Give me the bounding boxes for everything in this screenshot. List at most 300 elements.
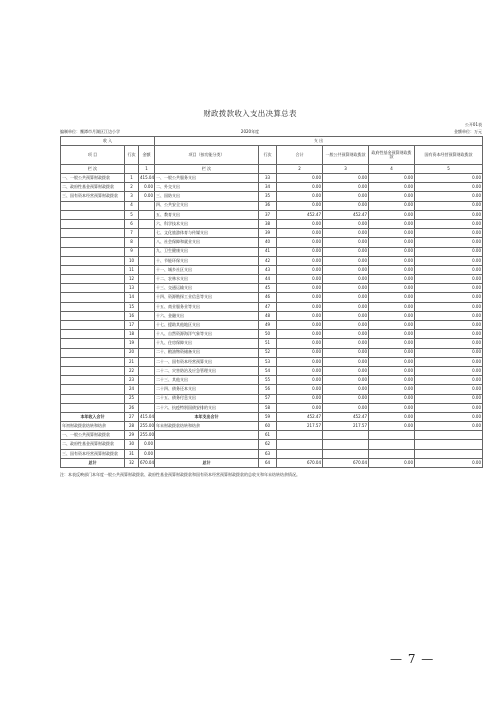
income-item-header: 项 目 (61, 146, 125, 165)
income-row-number: 12 (125, 275, 139, 284)
income-row-number: 8 (125, 238, 139, 247)
table-row (61, 311, 483, 320)
income-row-number: 26 (125, 403, 139, 412)
expense-general-budget: 0.00 (323, 311, 369, 320)
income-amount: 0.00 (139, 449, 155, 458)
income-amount: 255.00 (139, 422, 155, 431)
income-item (61, 247, 125, 256)
expense-capital-budget: 0.00 (415, 348, 483, 357)
expense-item: 十六、金融支出 (155, 311, 259, 320)
income-item (61, 321, 125, 330)
expense-item: 十五、商业服务业等支出 (155, 302, 259, 311)
expense-item: 本年支出合计 (155, 412, 259, 421)
expense-fund-budget (369, 440, 415, 449)
income-row-number: 9 (125, 247, 139, 256)
expense-capital-budget (415, 449, 483, 458)
expense-fund-budget: 0.00 (369, 366, 415, 375)
income-amount (139, 219, 155, 228)
income-row-number: 6 (125, 219, 139, 228)
expense-capital-budget: 0.00 (415, 247, 483, 256)
income-amount: 0.00 (139, 183, 155, 192)
income-row-number: 4 (125, 201, 139, 210)
expense-total: 0.00 (277, 229, 323, 238)
expense-fund-budget: 0.00 (369, 183, 415, 192)
expense-row-number: 43 (259, 265, 277, 274)
document-title: 财政拨款收入支出决算总表 (203, 109, 297, 118)
income-amount (139, 403, 155, 412)
expense-total: 0.00 (277, 311, 323, 320)
income-row-number: 21 (125, 357, 139, 366)
income-row-number: 31 (125, 449, 139, 458)
expense-row-number: 41 (259, 247, 277, 256)
page-number: — 7 — (390, 652, 435, 666)
expense-total: 0.00 (277, 302, 323, 311)
income-item (61, 394, 125, 403)
income-item: 本年收入合计 (61, 412, 125, 421)
expense-capital-budget: 0.00 (415, 265, 483, 274)
expense-general-budget: 0.00 (323, 183, 369, 192)
expense-row-number: 58 (259, 403, 277, 412)
column-number-3: 3 (323, 165, 369, 174)
expense-capital-budget: 0.00 (415, 238, 483, 247)
expense-fund-budget: 0.00 (369, 238, 415, 247)
expense-capital-budget: 0.00 (415, 229, 483, 238)
table-row (61, 440, 483, 449)
table-row (61, 238, 483, 247)
expense-fund-budget: 0.00 (369, 376, 415, 385)
expense-item: 二十三、其他支出 (155, 376, 259, 385)
table-row (61, 422, 483, 431)
expense-row-number: 53 (259, 357, 277, 366)
expense-item-header: 项目（按功能分类） (155, 146, 259, 165)
expense-capital-budget: 0.00 (415, 385, 483, 394)
expense-general-budget (323, 440, 369, 449)
expense-capital-budget: 0.00 (415, 302, 483, 311)
column-number-4: 4 (369, 165, 415, 174)
income-column-label: 栏 次 (61, 165, 125, 174)
expense-fund-budget: 0.00 (369, 275, 415, 284)
expense-item: 十八、自然资源海洋气象等支出 (155, 330, 259, 339)
expense-item: 六、科学技术支出 (155, 219, 259, 228)
expense-capital-budget: 0.00 (415, 293, 483, 302)
expense-general-budget: 0.00 (323, 348, 369, 357)
expense-capital-budget: 0.00 (415, 357, 483, 366)
expense-capital-budget: 0.00 (415, 458, 483, 467)
fund-budget-header: 政府性基金预算财政拨款 (369, 146, 415, 165)
expense-general-budget: 0.00 (323, 247, 369, 256)
expense-row-number: 51 (259, 339, 277, 348)
expense-capital-budget: 0.00 (415, 339, 483, 348)
expense-general-budget: 0.00 (323, 330, 369, 339)
expense-item: 十二、农林水支出 (155, 275, 259, 284)
expense-capital-budget: 0.00 (415, 321, 483, 330)
income-row-number: 20 (125, 348, 139, 357)
expense-general-budget: 452.47 (323, 210, 369, 219)
expense-item: 十七、援助其他地区支出 (155, 321, 259, 330)
expense-row-number: 44 (259, 275, 277, 284)
expense-capital-budget: 0.00 (415, 412, 483, 421)
expense-row-number: 47 (259, 302, 277, 311)
income-amount (139, 376, 155, 385)
income-row-number: 28 (125, 422, 139, 431)
income-amount (139, 256, 155, 265)
income-amount (139, 210, 155, 219)
expense-general-budget: 0.00 (323, 385, 369, 394)
expense-item: 二十五、债务付息支出 (155, 394, 259, 403)
income-item (61, 385, 125, 394)
expense-item (155, 431, 259, 440)
expense-general-budget: 670.04 (323, 458, 369, 467)
expense-item: 九、卫生健康支出 (155, 247, 259, 256)
table-row (61, 293, 483, 302)
income-item (61, 219, 125, 228)
expense-total: 0.00 (277, 247, 323, 256)
expense-row-number: 63 (259, 449, 277, 458)
income-item (61, 357, 125, 366)
income-item (61, 376, 125, 385)
income-amount: 0.00 (139, 440, 155, 449)
income-row-number: 32 (125, 458, 139, 467)
expense-general-budget: 0.00 (323, 284, 369, 293)
income-item (61, 265, 125, 274)
expense-fund-budget: 0.00 (369, 357, 415, 366)
expense-item (155, 440, 259, 449)
expense-capital-budget: 0.00 (415, 192, 483, 201)
table-row (61, 174, 483, 183)
column-number-1: 1 (139, 165, 155, 174)
expense-total: 0.00 (277, 339, 323, 348)
table-row (61, 302, 483, 311)
income-row-number: 18 (125, 330, 139, 339)
income-amount: 415.04 (139, 412, 155, 421)
expense-total: 0.00 (277, 293, 323, 302)
expense-total: 0.00 (277, 183, 323, 192)
table-row (61, 458, 483, 467)
income-row-number: 22 (125, 366, 139, 375)
expense-fund-budget: 0.00 (369, 293, 415, 302)
fiscal-year: 2020年度 (240, 129, 260, 134)
column-number-row (61, 165, 483, 174)
expense-general-budget: 0.00 (323, 201, 369, 210)
expense-general-budget (323, 431, 369, 440)
table-row (61, 201, 483, 210)
expense-capital-budget: 0.00 (415, 376, 483, 385)
form-number: 公开01表 (464, 122, 482, 127)
income-amount (139, 357, 155, 366)
table-row (61, 321, 483, 330)
expense-fund-budget: 0.00 (369, 458, 415, 467)
expense-capital-budget: 0.00 (415, 284, 483, 293)
expense-row-number: 62 (259, 440, 277, 449)
income-item: 三、国有资本经营预算财政拨款 (61, 449, 125, 458)
income-item (61, 348, 125, 357)
expense-fund-budget (369, 431, 415, 440)
expense-fund-budget: 0.00 (369, 339, 415, 348)
income-row-number: 3 (125, 192, 139, 201)
expense-total: 0.00 (277, 321, 323, 330)
expense-capital-budget: 0.00 (415, 174, 483, 183)
income-item: 二、政府性基金预算财政拨款 (61, 183, 125, 192)
expense-general-budget: 0.00 (323, 394, 369, 403)
expense-capital-budget: 0.00 (415, 201, 483, 210)
income-item (61, 275, 125, 284)
income-item (61, 238, 125, 247)
income-amount (139, 348, 155, 357)
expense-fund-budget: 0.00 (369, 403, 415, 412)
income-row-number: 27 (125, 412, 139, 421)
expense-general-budget: 0.00 (323, 174, 369, 183)
expense-general-budget: 0.00 (323, 376, 369, 385)
expense-fund-budget: 0.00 (369, 311, 415, 320)
expense-row-number: 60 (259, 422, 277, 431)
expense-total: 0.00 (277, 394, 323, 403)
table-row (61, 431, 483, 440)
expense-fund-budget: 0.00 (369, 256, 415, 265)
expense-general-budget: 0.00 (323, 321, 369, 330)
income-item (61, 201, 125, 210)
expense-general-budget: 0.00 (323, 293, 369, 302)
income-section-header: 收 入 (61, 137, 155, 146)
expense-total (277, 440, 323, 449)
income-item: 二、政府性基金预算财政拨款 (61, 440, 125, 449)
expense-total: 0.00 (277, 366, 323, 375)
income-amount: 255.00 (139, 431, 155, 440)
expense-item: 二十、粮油物资储备支出 (155, 348, 259, 357)
income-amount: 670.04 (139, 458, 155, 467)
expense-fund-budget: 0.00 (369, 201, 415, 210)
income-amount (139, 265, 155, 274)
expense-fund-budget: 0.00 (369, 412, 415, 421)
expense-total: 0.00 (277, 275, 323, 284)
expense-row-number: 48 (259, 311, 277, 320)
income-amount (139, 247, 155, 256)
table-row (61, 192, 483, 201)
expense-row-number: 38 (259, 219, 277, 228)
expense-row-number: 56 (259, 385, 277, 394)
expense-item: 总计 (155, 458, 259, 467)
expense-total: 0.00 (277, 192, 323, 201)
expense-fund-budget: 0.00 (369, 210, 415, 219)
expense-general-budget (323, 449, 369, 458)
expense-row-number: 46 (259, 293, 277, 302)
income-amount (139, 311, 155, 320)
expense-fund-budget: 0.00 (369, 385, 415, 394)
table-row (61, 376, 483, 385)
expense-item: 五、教育支出 (155, 210, 259, 219)
income-amount-header: 金额 (139, 146, 155, 165)
expense-row-number: 37 (259, 210, 277, 219)
income-item (61, 293, 125, 302)
expense-total: 670.04 (277, 458, 323, 467)
expense-row-number: 40 (259, 238, 277, 247)
income-row-number: 17 (125, 321, 139, 330)
column-number-5: 5 (415, 165, 483, 174)
expense-item: 十、节能环保支出 (155, 256, 259, 265)
expense-row-number: 39 (259, 229, 277, 238)
income-row-number: 19 (125, 339, 139, 348)
income-row-number: 1 (125, 174, 139, 183)
income-amount (139, 275, 155, 284)
expense-fund-budget: 0.00 (369, 174, 415, 183)
table-row (61, 229, 483, 238)
income-row-number: 7 (125, 229, 139, 238)
expense-row-number: 49 (259, 321, 277, 330)
income-amount (139, 302, 155, 311)
expense-total: 0.00 (277, 403, 323, 412)
expense-total: 0.00 (277, 265, 323, 274)
general-budget-header: 一般公共预算财政拨款 (323, 146, 369, 165)
table-row (61, 403, 483, 412)
expense-general-budget: 0.00 (323, 366, 369, 375)
expense-capital-budget (415, 440, 483, 449)
expense-row-number: 54 (259, 366, 277, 375)
expense-item: 二十六、抗疫特别国债安排的支出 (155, 403, 259, 412)
expense-total: 0.00 (277, 385, 323, 394)
expense-item: 二十四、债务还本支出 (155, 385, 259, 394)
income-item: 一、一般公共预算财政拨款 (61, 431, 125, 440)
expense-total: 0.00 (277, 201, 323, 210)
table-row (61, 284, 483, 293)
expense-row-number: 59 (259, 412, 277, 421)
expense-capital-budget: 0.00 (415, 394, 483, 403)
expense-total: 452.47 (277, 210, 323, 219)
income-row-number: 24 (125, 385, 139, 394)
expense-fund-budget: 0.00 (369, 394, 415, 403)
income-item: 总计 (61, 458, 125, 467)
expense-capital-budget: 0.00 (415, 330, 483, 339)
preparing-unit: 编制单位：鹰潭市月湖区江边小学 (60, 129, 120, 134)
income-row-number: 25 (125, 394, 139, 403)
income-row-number-header: 行次 (125, 146, 139, 165)
budget-summary-table (60, 136, 483, 468)
income-row-number: 30 (125, 440, 139, 449)
income-amount (139, 366, 155, 375)
expense-row-number: 35 (259, 192, 277, 201)
expense-item (155, 449, 259, 458)
expense-section-header: 支 出 (155, 137, 483, 146)
expense-total: 0.00 (277, 238, 323, 247)
expense-total (277, 431, 323, 440)
expense-total: 0.00 (277, 376, 323, 385)
table-row (61, 247, 483, 256)
expense-total: 452.47 (277, 412, 323, 421)
income-item (61, 210, 125, 219)
expense-general-budget: 0.00 (323, 219, 369, 228)
expense-general-budget: 452.47 (323, 412, 369, 421)
empty-cell (125, 165, 139, 174)
table-row (61, 265, 483, 274)
expense-capital-budget: 0.00 (415, 256, 483, 265)
income-item (61, 330, 125, 339)
income-amount (139, 201, 155, 210)
expense-total: 0.00 (277, 174, 323, 183)
expense-fund-budget: 0.00 (369, 265, 415, 274)
expense-total (277, 449, 323, 458)
expense-item: 十一、城乡社区支出 (155, 265, 259, 274)
expense-row-number: 36 (259, 201, 277, 210)
expense-general-budget: 0.00 (323, 339, 369, 348)
capital-budget-header: 国有资本经营预算财政拨款 (415, 146, 483, 165)
table-row (61, 183, 483, 192)
income-row-number: 13 (125, 284, 139, 293)
income-row-number: 14 (125, 293, 139, 302)
column-header-row (61, 146, 483, 165)
expense-item: 年末财政拨款结转和结余 (155, 422, 259, 431)
empty-cell (259, 165, 277, 174)
table-row (61, 357, 483, 366)
expense-item: 三、国防支出 (155, 192, 259, 201)
expense-fund-budget: 0.00 (369, 219, 415, 228)
expense-item: 十九、住房保障支出 (155, 339, 259, 348)
expense-item: 七、文化旅游体育与传媒支出 (155, 229, 259, 238)
expense-row-number: 42 (259, 256, 277, 265)
expense-total: 0.00 (277, 284, 323, 293)
expense-fund-budget: 0.00 (369, 247, 415, 256)
expense-item: 二、外交支出 (155, 183, 259, 192)
expense-fund-budget: 0.00 (369, 321, 415, 330)
table-row (61, 330, 483, 339)
expense-total: 0.00 (277, 256, 323, 265)
income-amount (139, 394, 155, 403)
income-item: 三、国有资本经营预算财政拨款 (61, 192, 125, 201)
expense-row-number: 64 (259, 458, 277, 467)
currency-unit: 金额单位：万元 (454, 129, 482, 134)
expense-capital-budget (415, 431, 483, 440)
expense-item: 四、公共安全支出 (155, 201, 259, 210)
expense-total: 0.00 (277, 330, 323, 339)
income-row-number: 11 (125, 265, 139, 274)
expense-total: 0.00 (277, 357, 323, 366)
expense-column-label: 栏 次 (155, 165, 259, 174)
income-item (61, 284, 125, 293)
table-row (61, 219, 483, 228)
table-row (61, 256, 483, 265)
expense-total: 0.00 (277, 348, 323, 357)
income-amount (139, 339, 155, 348)
expense-row-number: 52 (259, 348, 277, 357)
expense-row-number-header: 行次 (259, 146, 277, 165)
table-row (61, 385, 483, 394)
expense-capital-budget: 0.00 (415, 275, 483, 284)
table-row (61, 275, 483, 284)
expense-item: 二十一、国有资本经营预算支出 (155, 357, 259, 366)
income-item: 年初财政拨款结转和结余 (61, 422, 125, 431)
table-note: 注：本表反映部门本年度一般公共预算财政拨款、政府性基金预算财政拨款和国有资本经营预算财政拨款的总收支和年末结转结余情况。 (60, 472, 300, 477)
expense-capital-budget: 0.00 (415, 311, 483, 320)
section-header-row (61, 137, 483, 146)
expense-fund-budget: 0.00 (369, 284, 415, 293)
column-number-2: 2 (277, 165, 323, 174)
income-amount (139, 229, 155, 238)
expense-item: 十四、资源勘探工业信息等支出 (155, 293, 259, 302)
income-row-number: 10 (125, 256, 139, 265)
table-row (61, 394, 483, 403)
expense-total-header: 合计 (277, 146, 323, 165)
table-row (61, 210, 483, 219)
expense-row-number: 45 (259, 284, 277, 293)
income-item (61, 403, 125, 412)
income-item (61, 366, 125, 375)
expense-general-budget: 0.00 (323, 265, 369, 274)
table-row (61, 348, 483, 357)
expense-capital-budget: 0.00 (415, 219, 483, 228)
expense-capital-budget: 0.00 (415, 366, 483, 375)
expense-fund-budget: 0.00 (369, 348, 415, 357)
expense-item: 二十二、灾害防治及应急管理支出 (155, 366, 259, 375)
income-amount (139, 330, 155, 339)
expense-total: 0.00 (277, 219, 323, 228)
expense-capital-budget: 0.00 (415, 183, 483, 192)
